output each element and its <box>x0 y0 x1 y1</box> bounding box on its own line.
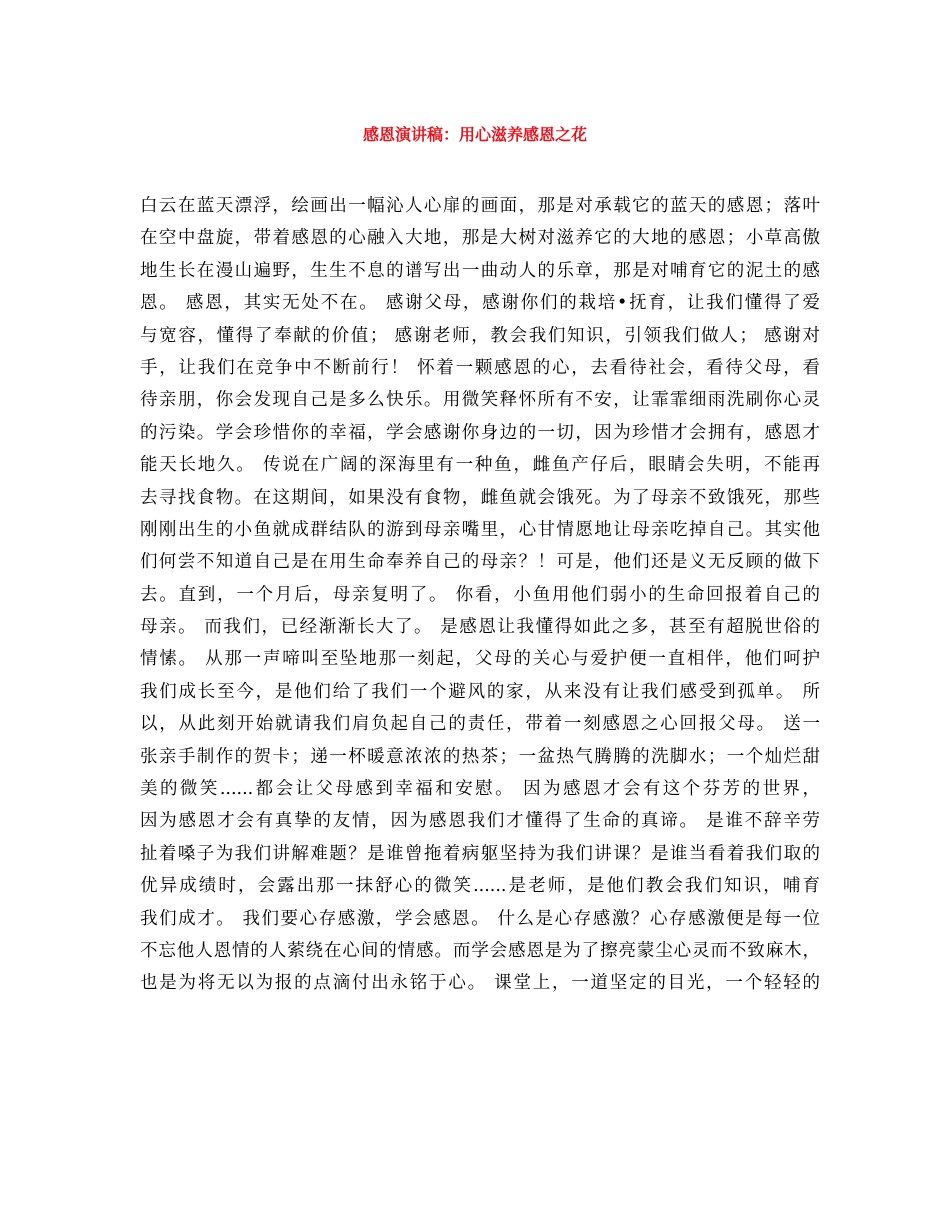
body-line-11: 刚刚出生的小鱼就成群结队的游到母亲嘴里，心甘情愿地让母亲吃掉自己。其实他 <box>140 519 820 540</box>
body-line-15: 情愫。 从那一声啼叫至坠地那一刻起，父母的关心与爱护便一直相伴，他们呵护 <box>140 649 820 670</box>
body-line-6: 手，让我们在竞争中不断前行！ 怀着一颗感恩的心，去看待社会，看待父母，看 <box>140 357 820 378</box>
body-line-13: 去。直到，一个月后，母亲复明了。 你看，小鱼用他们弱小的生命回报着自己的 <box>140 584 820 605</box>
document-title: 感恩演讲稿：用心滋养感恩之花 <box>362 125 587 144</box>
body-line-10: 去寻找食物。在这期间，如果没有食物，雌鱼就会饿死。为了母亲不致饿死，那些 <box>140 487 820 508</box>
body-line-24: 不忘他人恩情的人萦绕在心间的情感。而学会感恩是为了擦亮蒙尘心灵而不致麻木， <box>140 940 820 961</box>
body-line-23: 我们成才。 我们要心存感激，学会感恩。 什么是心存感激？心存感激便是每一位 <box>140 908 820 929</box>
body-line-22: 优异成绩时，会露出那一抹舒心的微笑......是老师，是他们教会我们知识，哺育 <box>140 876 820 897</box>
body-line-16: 我们成长至今，是他们给了我们一个避风的家，从来没有让我们感受到孤单。 所 <box>140 681 820 702</box>
body-line-2: 在空中盘旋，带着感恩的心融入大地，那是大树对滋养它的大地的感恩；小草高傲 <box>140 228 820 249</box>
body-line-18: 张亲手制作的贺卡；递一杯暖意浓浓的热茶；一盆热气腾腾的洗脚水；一个灿烂甜 <box>140 746 820 767</box>
body-line-7: 待亲朋，你会发现自己是多么快乐。用微笑释怀所有不安，让霏霏细雨洗刷你心灵 <box>140 390 820 411</box>
body-line-5: 与宽容，懂得了奉献的价值； 感谢老师，教会我们知识，引领我们做人； 感谢对 <box>140 325 820 346</box>
body-line-9: 能天长地久。 传说在广阔的深海里有一种鱼，雌鱼产仔后，眼睛会失明，不能再 <box>140 455 820 476</box>
body-line-3: 地生长在漫山遍野，生生不息的谱写出一曲动人的乐章，那是对哺育它的泥土的感 <box>140 260 820 281</box>
body-line-21: 扯着嗓子为我们讲解难题？是谁曾拖着病躯坚持为我们讲课？是谁当看着我们取的 <box>140 843 820 864</box>
body-line-12: 们何尝不知道自己是在用生命奉养自己的母亲？！可是，他们还是义无反顾的做下 <box>140 552 820 573</box>
body-line-14: 母亲。 而我们，已经渐渐长大了。 是感恩让我懂得如此之多，甚至有超脱世俗的 <box>140 617 820 638</box>
document-body <box>140 190 820 1000</box>
body-line-25: 也是为将无以为报的点滴付出永铭于心。 课堂上，一道坚定的目光，一个轻轻的 <box>140 973 820 994</box>
body-line-17: 以，从此刻开始就请我们肩负起自己的责任，带着一刻感恩之心回报父母。 送一 <box>140 714 820 735</box>
body-line-4: 恩。 感恩，其实无处不在。 感谢父母，感谢你们的栽培•抚育，让我们懂得了爱 <box>140 293 820 314</box>
body-line-19: 美的微笑......都会让父母感到幸福和安慰。 因为感恩才会有这个芬芳的世界， <box>140 779 820 800</box>
body-line-20: 因为感恩才会有真挚的友情，因为感恩我们才懂得了生命的真谛。 是谁不辞辛劳 <box>140 811 820 832</box>
body-line-8: 的污染。学会珍惜你的幸福，学会感谢你身边的一切，因为珍惜才会拥有，感恩才 <box>140 422 820 443</box>
body-line-1: 白云在蓝天漂浮，绘画出一幅沁人心扉的画面，那是对承载它的蓝天的感恩；落叶 <box>140 196 820 216</box>
